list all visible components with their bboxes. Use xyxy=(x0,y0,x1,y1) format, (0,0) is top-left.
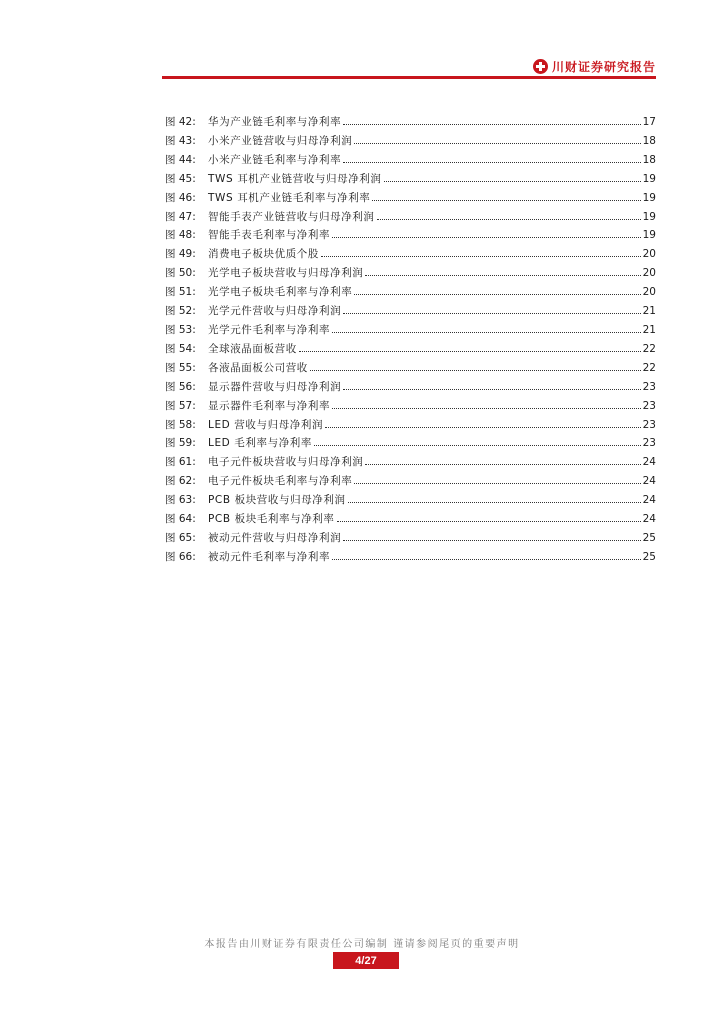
toc-figure-label: 图 58: xyxy=(165,418,196,431)
toc-figure-label: 图 57: xyxy=(165,399,196,412)
toc-page-number: 24 xyxy=(642,475,656,488)
toc-figure-title: 消费电子板块优质个股 xyxy=(208,248,319,261)
toc-page-number: 19 xyxy=(642,172,656,185)
toc-figure-title: LED 毛利率与净利率 xyxy=(208,437,313,450)
toc-dot-leader xyxy=(314,445,641,446)
toc-dot-leader xyxy=(337,521,641,522)
toc-dot-leader xyxy=(354,143,640,144)
toc-figure-title: 电子元件板块营收与归母净利润 xyxy=(208,456,364,469)
toc-figure-title: 电子元件板块毛利率与净利率 xyxy=(208,475,353,488)
page-number-badge: 4/27 xyxy=(333,952,399,969)
toc-figure-label: 图 54: xyxy=(165,342,196,355)
toc-figure-label: 图 43: xyxy=(165,134,196,147)
toc-page-number: 23 xyxy=(642,380,656,393)
toc-page-number: 25 xyxy=(642,531,656,544)
toc-page-number: 23 xyxy=(642,437,656,450)
toc-figure-label: 图 45: xyxy=(165,172,196,185)
toc-dot-leader xyxy=(343,313,640,314)
toc-figure-label: 图 56: xyxy=(165,380,196,393)
toc-entry[interactable] xyxy=(165,264,656,283)
toc-page-number: 23 xyxy=(642,418,656,431)
toc-figure-title: 全球液晶面板营收 xyxy=(208,342,297,355)
toc-figure-label: 图 50: xyxy=(165,267,196,280)
toc-dot-leader xyxy=(325,427,641,428)
toc-page-number: 20 xyxy=(642,267,656,280)
toc-figure-label: 图 55: xyxy=(165,361,196,374)
toc-page-number: 24 xyxy=(642,513,656,526)
toc-figure-title: 小米产业链毛利率与净利率 xyxy=(208,153,342,166)
toc-figure-label: 图 65: xyxy=(165,531,196,544)
toc-figure-title: 光学元件毛利率与净利率 xyxy=(208,323,331,336)
toc-dot-leader xyxy=(365,275,640,276)
toc-page-number: 21 xyxy=(642,305,656,318)
brand-name: 川财证券研究报告 xyxy=(551,60,656,74)
toc-page-number: 22 xyxy=(642,342,656,355)
toc-page-number: 18 xyxy=(642,153,656,166)
toc-page-number: 24 xyxy=(642,494,656,507)
toc-figure-title: 显示器件营收与归母净利润 xyxy=(208,380,342,393)
toc-dot-leader xyxy=(310,370,641,371)
toc-page-number: 18 xyxy=(642,134,656,147)
toc-entry[interactable] xyxy=(165,472,656,491)
toc-figure-label: 图 59: xyxy=(165,437,196,450)
toc-page-number: 19 xyxy=(642,210,656,223)
toc-page-number: 24 xyxy=(642,456,656,469)
toc-entry[interactable] xyxy=(165,397,656,416)
toc-dot-leader xyxy=(332,408,641,409)
toc-dot-leader xyxy=(354,294,640,295)
toc-entry[interactable] xyxy=(165,208,656,227)
toc-figure-title: 小米产业链营收与归母净利润 xyxy=(208,134,353,147)
toc-figure-title: TWS 耳机产业链营收与归母净利润 xyxy=(208,172,382,185)
toc-figure-title: 智能手表产业链营收与归母净利润 xyxy=(208,210,375,223)
toc-dot-leader xyxy=(384,181,641,182)
toc-dot-leader xyxy=(377,219,641,220)
toc-dot-leader xyxy=(332,559,641,560)
toc-entry[interactable] xyxy=(165,170,656,189)
toc-entry[interactable] xyxy=(165,151,656,170)
toc-figure-title: PCB 板块营收与归母净利润 xyxy=(208,494,346,507)
toc-figure-title: TWS 耳机产业链毛利率与净利率 xyxy=(208,191,371,204)
toc-figure-label: 图 53: xyxy=(165,323,196,336)
toc-dot-leader xyxy=(348,502,641,503)
toc-page-number: 22 xyxy=(642,361,656,374)
toc-entry[interactable] xyxy=(165,378,656,397)
header-divider xyxy=(162,76,656,79)
toc-figure-title: 被动元件营收与归母净利润 xyxy=(208,531,342,544)
toc-entry[interactable] xyxy=(165,416,656,435)
toc-figure-title: LED 营收与归母净利润 xyxy=(208,418,324,431)
toc-figure-label: 图 63: xyxy=(165,494,196,507)
toc-page-number: 23 xyxy=(642,399,656,412)
toc-page-number: 20 xyxy=(642,248,656,261)
toc-figure-label: 图 46: xyxy=(165,191,196,204)
toc-page-number: 19 xyxy=(642,191,656,204)
toc-figure-title: 智能手表毛利率与净利率 xyxy=(208,229,331,242)
footer-disclaimer: 本报告由川财证券有限责任公司编制 谨请参阅尾页的重要声明 xyxy=(204,939,520,950)
toc-entry[interactable] xyxy=(165,189,656,208)
toc-figure-label: 图 49: xyxy=(165,248,196,261)
toc-entry[interactable] xyxy=(165,340,656,359)
toc-figure-title: 被动元件毛利率与净利率 xyxy=(208,550,331,563)
toc-dot-leader xyxy=(321,256,641,257)
toc-figure-label: 图 66: xyxy=(165,550,196,563)
toc-entry[interactable] xyxy=(165,434,656,453)
toc-entry[interactable] xyxy=(165,226,656,245)
toc-figure-title: 光学元件营收与归母净利润 xyxy=(208,305,342,318)
toc-dot-leader xyxy=(343,162,640,163)
toc-figure-label: 图 64: xyxy=(165,513,196,526)
toc-page-number: 20 xyxy=(642,286,656,299)
toc-page-number: 19 xyxy=(642,229,656,242)
toc-dot-leader xyxy=(372,200,640,201)
toc-figure-label: 图 42: xyxy=(165,116,196,128)
toc-dot-leader xyxy=(343,389,640,390)
toc-entry[interactable] xyxy=(165,132,656,151)
toc-dot-leader xyxy=(332,237,641,238)
toc-figure-label: 图 48: xyxy=(165,229,196,242)
toc-entry[interactable] xyxy=(165,359,656,378)
figure-table-of-contents xyxy=(165,113,656,567)
toc-entry[interactable] xyxy=(165,283,656,302)
toc-dot-leader xyxy=(343,540,640,541)
toc-figure-label: 图 52: xyxy=(165,305,196,318)
toc-figure-title: 各液晶面板公司营收 xyxy=(208,361,308,374)
toc-entry[interactable] xyxy=(165,510,656,529)
toc-page-number: 17 xyxy=(642,116,656,128)
toc-figure-label: 图 61: xyxy=(165,456,196,469)
toc-figure-label: 图 62: xyxy=(165,475,196,488)
toc-figure-title: 显示器件毛利率与净利率 xyxy=(208,399,331,412)
toc-entry[interactable] xyxy=(165,491,656,510)
toc-dot-leader xyxy=(332,332,641,333)
toc-entry[interactable] xyxy=(165,529,656,548)
toc-figure-title: 光学电子板块毛利率与净利率 xyxy=(208,286,353,299)
toc-entry[interactable] xyxy=(165,113,656,132)
header-brand xyxy=(533,58,656,75)
toc-entry[interactable] xyxy=(165,548,656,567)
toc-dot-leader xyxy=(365,464,640,465)
toc-figure-label: 图 44: xyxy=(165,153,196,166)
toc-dot-leader xyxy=(299,351,641,352)
toc-entry[interactable] xyxy=(165,321,656,340)
toc-entry[interactable] xyxy=(165,245,656,264)
chuancai-logo-icon xyxy=(533,59,548,74)
toc-figure-title: 华为产业链毛利率与净利率 xyxy=(208,116,342,128)
toc-figure-label: 图 47: xyxy=(165,210,196,223)
toc-figure-title: PCB 板块毛利率与净利率 xyxy=(208,513,335,526)
toc-entry[interactable] xyxy=(165,302,656,321)
toc-page-number: 25 xyxy=(642,550,656,563)
toc-dot-leader xyxy=(343,124,640,125)
toc-entry[interactable] xyxy=(165,453,656,472)
toc-dot-leader xyxy=(354,483,640,484)
toc-page-number: 21 xyxy=(642,323,656,336)
toc-figure-label: 图 51: xyxy=(165,286,196,299)
toc-figure-title: 光学电子板块营收与归母净利润 xyxy=(208,267,364,280)
